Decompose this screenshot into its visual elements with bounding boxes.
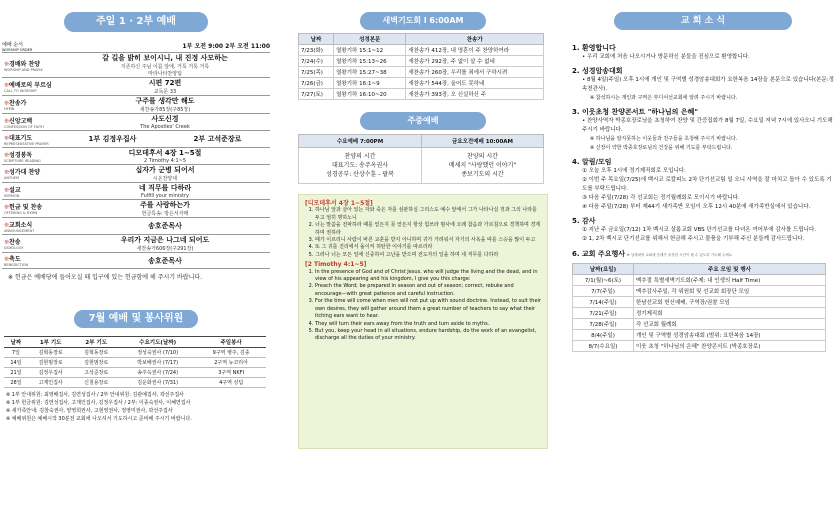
order-main: 디모데후서 4장 1~5절	[128, 149, 202, 157]
order-main: 네 직무를 다하라	[138, 184, 192, 192]
order-value	[60, 183, 270, 199]
fri-line: 메세지 "사랑했던 이야기"	[448, 162, 517, 169]
table-cell: 열왕기하 16:1~9	[334, 78, 406, 89]
table-cell: 이웃 초청 "하나님의 은혜" 찬양콘서트 (박종호장로)	[633, 341, 825, 352]
news-column	[572, 0, 834, 352]
order-row	[2, 147, 270, 164]
table-cell: 각 선교회 월례회	[633, 319, 825, 330]
star-icon: ❊	[4, 60, 10, 68]
table-cell: 한남선교회 헌신예배, 구역장/권찰 모임	[633, 297, 825, 308]
star-icon: ❊	[4, 134, 10, 142]
order-label	[2, 167, 60, 180]
order-row	[2, 95, 270, 113]
events-note: ※ 상세내역 교회에 순례가 울정한 시간이 될 수 있도록 기도해 주세요	[626, 253, 733, 257]
news-line: • 8월 4일(주일) 오후 1시에 개인 및 구역별 성경암송대회가 요한복음 14장을 본문으로 있습니다(본문:정속천관사).	[582, 77, 834, 92]
service-note: ※ 1부 안내위원: 최영배집사, 김연성집사 / 2부 안내위원: 김관예집사, 곽선주집사	[6, 392, 184, 398]
order-row	[2, 52, 270, 77]
order-main2: 2부 고석준장로	[193, 135, 242, 143]
table-cell: 새찬송가 292장, 주 없이 살 수 없네	[406, 56, 544, 67]
service-header: 2부 기도	[73, 337, 119, 348]
verse: 1. 하나님 앞과 살아 있는 자와 죽은 자를 심판하실 그리스도 예수 앞에서 그가 나타나실 것과 그의 나라를 두고 엄히 명하노니	[315, 207, 541, 222]
order-item-en: WORSHIP AND PRAISE	[4, 67, 43, 72]
order-main: 1부 김정우집사	[88, 135, 137, 143]
order-item-en: SERMON	[4, 193, 20, 198]
order-value	[60, 235, 270, 252]
order-row	[2, 199, 270, 217]
order-label	[2, 116, 60, 129]
news-title: 교 회 소 식	[614, 12, 792, 30]
verse: 4. 또 그 귀를 진리에서 돌이켜 허탄한 이야기를 따르리라	[315, 244, 541, 251]
scripture-heading: [디모데후서 4장 1~5절]	[305, 200, 373, 207]
dawn-title: 새벽기도회 l 6:00AM	[360, 12, 486, 30]
order-main: 구주를 생각만 해도	[135, 97, 195, 105]
table-row	[573, 275, 826, 286]
star-icon: ❊	[4, 82, 10, 89]
news-list	[572, 44, 834, 244]
table-cell: 열왕기하 15:27~38	[334, 67, 406, 78]
order-item-en: REPRESENTATIVE PRAYER	[4, 141, 49, 146]
table-row	[4, 368, 266, 378]
table-cell: 개인 및 구역별 성경암송대회 (범위: 요한복음 14장)	[633, 330, 825, 341]
news-line: ② 이번 주 목요일(7/25)에 벡시코 로칼피노 2차 단기선교팀 일 오니 사역을 잘 마치고 돌아 수 있도록 기도를 부탁드립니다.	[582, 177, 832, 192]
order-main: 사도신경	[151, 115, 179, 123]
fri-header: 금요오전예배 10:00AM	[421, 135, 543, 148]
order-main: 십자가 군병 되어서	[135, 166, 195, 174]
order-item-en: HYMN	[4, 107, 15, 111]
order-row	[2, 234, 270, 252]
star-icon: ❊	[4, 256, 10, 263]
service-times: 1부 오전 9:00 2부 오전 11:00	[182, 43, 270, 50]
order-item-ko	[4, 185, 60, 194]
table-row	[299, 89, 544, 100]
table-cell: 8/4(주일)	[573, 330, 634, 341]
order-sub: 시온찬양대	[152, 176, 178, 182]
order-row	[2, 217, 270, 234]
fri-line: 종보기도의 시간	[461, 171, 504, 178]
service-note: ※ 새가족안내: 김창숙권사, 양영희권사, 고현영권사, 정영미권사, 곽선주집사	[6, 408, 173, 414]
table-cell: 3구역 NKFI	[196, 368, 266, 378]
table-row	[573, 286, 826, 297]
events-table	[572, 263, 826, 352]
order-sub: 새찬송가85장(구85장)	[139, 107, 191, 113]
table-cell: 김운화권사 (7/31)	[119, 378, 196, 388]
table-cell: 김혁동장로	[28, 348, 74, 358]
table-cell: 새찬송가 412장, 내 영혼이 주 찬양하여라	[406, 45, 544, 56]
table-cell: 정성숙권사 (7/10)	[119, 348, 196, 358]
verse: 5. But you, keep your head in all situations, endure hardship, do the work of an evangelist, discharge all the duties of your ministry.	[315, 328, 541, 343]
news-line: • 찬양사역자 박종호장로님을 초청하여 찬양 및 간증집회가 8월 7일, 수요일 저녁 7시에 있사오니 기도해 주시기 바랍니다.	[582, 118, 833, 133]
order-value	[60, 148, 270, 164]
order-main: 우리가 지금은 나그네 되어도	[120, 236, 210, 244]
table-cell: 7/1(월)~6(토)	[573, 275, 634, 286]
order-row	[2, 182, 270, 199]
order-item-ko	[4, 237, 60, 246]
verse: 3. 때가 이르리니 사람이 바른 교훈을 받지 아니하며 귀가 가려워서 자기의 사욕을 따를 스승을 많이 두고	[315, 237, 541, 244]
order-value	[60, 53, 270, 77]
news-heading: 1. 환영합니다	[572, 44, 616, 52]
order-item-name: 예배로의 부르심	[9, 82, 52, 89]
order-item-name: 성경봉독	[9, 151, 33, 159]
order-row	[2, 252, 270, 269]
table-cell: 새찬송가 393장, 오 신실하신 주	[406, 89, 544, 100]
table-row	[299, 45, 544, 56]
order-sub: The Apostles' Creek	[140, 124, 190, 130]
order-value	[60, 114, 270, 130]
order-item-ko	[4, 59, 60, 68]
table-cell: 김현범장로	[28, 358, 74, 368]
table-row	[4, 348, 266, 358]
order-item-en: OFFERING & HYMN	[4, 211, 38, 215]
order-label	[2, 237, 60, 250]
news-line: • 우리 교회에 처음 나오시거나 방문하신 분들을 진심으로 환영합니다.	[582, 54, 750, 60]
order-value	[60, 78, 270, 95]
order-item-ko	[4, 150, 60, 159]
table-row	[573, 297, 826, 308]
order-value	[60, 96, 270, 113]
table-cell: 새찬송가 544장, 울어도 못하네	[406, 78, 544, 89]
verse: 2. 너는 말씀을 전파하라 때를 얻든지 못 얻든지 항상 힘쓰라 범사에 오래 참음과 가르침으로 경책하며 경계하며 권하라	[315, 222, 541, 237]
table-cell: 7/23(화)	[299, 45, 334, 56]
order-item-name: 경배와 찬양	[9, 60, 41, 68]
table-cell: 28일	[4, 378, 28, 388]
order-item-en: CALL TO WORSHIP	[4, 89, 37, 93]
order-main: 갈 길을 밝히 보이시니, 내 진정 사모하는	[102, 54, 228, 62]
order-main: 주를 사랑하는가	[140, 201, 190, 209]
table-row	[573, 341, 826, 352]
order-item-ko	[4, 167, 60, 176]
order-item-ko	[4, 254, 60, 263]
order-value	[60, 256, 270, 266]
verse: 4. They will turn their ears away from the truth and turn aside to myths.	[315, 321, 541, 328]
order-main: 송호준목사	[148, 222, 182, 230]
order-item-ko	[4, 133, 60, 142]
news-heading: 2. 성경암송대회	[572, 67, 623, 75]
scripture-box	[298, 194, 548, 449]
dawn-header: 날짜	[299, 34, 334, 45]
order-label	[2, 133, 60, 146]
news-line: ※ 하나님을 알지못하는 이웃들과 친구들을 초청해 주시기 바랍니다.	[590, 136, 738, 142]
order-value	[60, 165, 270, 182]
star-icon: ❊	[4, 151, 10, 159]
scripture-en-list	[305, 269, 541, 343]
events-title: 6. 교회 주요행사	[572, 250, 625, 258]
order-item-en: ANTHEM	[4, 176, 20, 180]
news-line: ④ 다음 주일(7/28) 부터 제44기 새가족반 모임이 오후 12시 40분에 새가족반실에서 있습니다.	[582, 204, 811, 210]
news-line: ② 1, 2차 벡시코 단기선교를 위해서 헌금해 주시고 물품을 기부해 주신 분들께 감사드립니다.	[582, 236, 805, 242]
news-line: ① 오늘 오후 1시에 정기제직회로 모입니다.	[582, 168, 686, 174]
order-item-name: 신앙고백	[9, 117, 33, 125]
star-icon: ❊	[4, 186, 10, 194]
table-cell: 열왕기하 15:13~26	[334, 56, 406, 67]
wed-cell	[299, 148, 422, 184]
table-cell: 7/7(주일)	[573, 286, 634, 297]
order-item-name: 교회소식	[9, 221, 33, 229]
news-line: ③ 다음 주일(7/28) 각 선교회는 정기월례회로 모이시기 바랍니다.	[582, 195, 740, 201]
wed-line: 성경공부: 산상수훈 - 팔복	[326, 171, 394, 178]
table-row	[573, 319, 826, 330]
table-cell: 9구역 병주, 김종	[196, 348, 266, 358]
table-cell: 4구역 싱텀	[196, 378, 266, 388]
order-row	[2, 77, 270, 95]
order-label	[2, 80, 60, 93]
order-item-ko	[4, 220, 60, 229]
fri-cell	[421, 148, 543, 184]
table-cell: 신철용장로	[73, 378, 119, 388]
order-main: 시편 72편	[148, 79, 182, 87]
scripture-ko-list	[305, 207, 541, 259]
table-cell: 21일	[4, 368, 28, 378]
dawn-header: 찬송가	[406, 34, 544, 45]
order-item-en: ANNOUNCEMENT	[4, 228, 35, 233]
star-icon: ❊	[4, 169, 10, 176]
order-item-en: CONFESSION OF FAITH	[4, 124, 44, 129]
order-list	[2, 52, 270, 269]
worship-column	[2, 0, 270, 423]
table-row	[4, 378, 266, 388]
order-label: 예배 순서	[2, 42, 23, 48]
order-item-ko	[4, 98, 60, 107]
order-item-name: 찬송	[9, 239, 21, 246]
star-icon: ❊	[4, 221, 10, 229]
table-cell: 14일	[4, 358, 28, 368]
weekday-table	[298, 134, 544, 184]
service-table	[4, 336, 266, 388]
star-icon: ❊	[4, 100, 10, 107]
table-cell: 고재인집사	[28, 378, 74, 388]
verse: 1. In the presence of God and of Christ Jesus, who will judge the living and the dead, and in view of his appearing and his kingdom, I give you this charge:	[315, 269, 541, 284]
service-header: 수요기도(날짜)	[119, 337, 196, 348]
service-header: 날짜	[4, 337, 28, 348]
order-sub2: 마라나타찬양팀	[148, 71, 182, 77]
table-cell: 8/7(수요일)	[573, 341, 634, 352]
prayer-column	[298, 0, 548, 449]
table-cell: 열왕기하 15:1~12	[334, 45, 406, 56]
table-cell: 맥추절 특별새벽기도회(주제: 내 인생의 Half Time)	[633, 275, 825, 286]
table-cell: 2구역 뉴코리아	[196, 358, 266, 368]
worship-title: 주일 1 · 2부 예배	[64, 12, 208, 32]
order-item-ko	[4, 116, 60, 125]
scripture-en-heading: [2 Timothy 4:1~5]	[305, 261, 367, 269]
order-label	[2, 59, 60, 72]
service-header: 1부 기도	[28, 337, 74, 348]
star-icon: ❊	[4, 204, 10, 211]
table-cell: 송주옥권사 (7/24)	[119, 368, 196, 378]
table-cell: 열왕기하 16:10~20	[334, 89, 406, 100]
order-label	[2, 98, 60, 111]
order-value	[60, 221, 270, 231]
order-value	[60, 134, 270, 144]
order-item-name: 헌금 및 찬송	[9, 204, 43, 211]
table-cell: 7/26(금)	[299, 78, 334, 89]
table-row	[573, 308, 826, 319]
order-item-ko	[4, 80, 60, 89]
order-item-name: 성가대 찬양	[9, 169, 41, 176]
order-sub: 새찬송가606장(구291장)	[136, 246, 194, 252]
table-cell: 7/24(수)	[299, 56, 334, 67]
news-heading: 3. 이웃초청 찬양콘서트 "하나님의 은혜"	[572, 108, 699, 116]
events-header: 날짜(요일)	[573, 264, 634, 275]
order-item-name: 축도	[9, 256, 21, 263]
service-note: ※ 예배위원은 예배시작 30분전 교회에 나오셔서 기도하시고 준비해 주시기 바랍니다.	[6, 416, 192, 422]
order-label	[2, 254, 60, 267]
order-label	[2, 202, 60, 215]
order-label	[2, 185, 60, 198]
table-cell: 7/28(주일)	[573, 319, 634, 330]
table-cell: 김현범장로	[73, 358, 119, 368]
weekday-title: 주중예배	[360, 112, 486, 130]
verse: 5. 그러나 너는 모든 일에 신중하여 고난을 받으며 전도자의 일을 하며 네 직무를 다하라	[315, 252, 541, 259]
table-row	[299, 67, 544, 78]
table-cell: 7일	[4, 348, 28, 358]
table-row	[4, 358, 266, 368]
table-row	[573, 330, 826, 341]
table-cell: 7/27(토)	[299, 89, 334, 100]
order-row	[2, 164, 270, 182]
table-cell: 고석준장로	[73, 368, 119, 378]
service-header: 주일봉사	[196, 337, 266, 348]
order-main: 송호준목사	[148, 256, 182, 265]
order-sub: 2 Timothy 4:1~5	[143, 158, 187, 164]
order-sub: 지존하신 주님 이름 앞에, 거룩 거룩 거룩	[120, 64, 210, 70]
wed-header: 수요예배 7:00PM	[299, 135, 422, 148]
order-label	[2, 150, 60, 163]
table-cell: 박보배권사 (7/17)	[119, 358, 196, 368]
order-row	[2, 130, 270, 147]
order-row	[2, 113, 270, 130]
fri-line: 찬양의 시간	[467, 153, 498, 160]
order-item-en: BENEDICTION	[4, 263, 29, 267]
order-sub: 교독문 33	[153, 89, 177, 95]
dawn-table	[298, 33, 544, 100]
news-line: ① 지난 주 금요일(7/12) 1차 벡시코 살롬교회 VBS 단기선교를 다녀온 여어부에 감사를 드립니다.	[582, 227, 817, 233]
order-value	[60, 200, 270, 217]
events-header: 주요 모임 및 행사	[633, 264, 825, 275]
table-cell: 7/21(주일)	[573, 308, 634, 319]
order-sub: 헌금특송: 방은서자매	[141, 211, 189, 217]
table-row	[299, 56, 544, 67]
order-label-en: WORSHIP ORDER	[2, 48, 33, 52]
verse: 3. For the time will come when men will not put up with sound doctrine. Instead, to suit their own desires, they will gather around them a great number of teachers to say what their itching ears want to hear.	[315, 298, 541, 320]
table-cell: 정기제직회	[633, 308, 825, 319]
table-cell: 김혁동장로	[73, 348, 119, 358]
order-item-name: 찬송가	[9, 100, 27, 107]
service-notes	[2, 391, 270, 423]
news-heading: 5. 감사	[572, 217, 596, 225]
service-note: ※ 1부 헌금위원: 김연성집사, 고재인집사, 김정우집사 / 2부: 이종숙권사, 이혜연집사	[6, 400, 191, 406]
news-heading: 4. 알림/모임	[572, 158, 612, 166]
service-title: 7월 예배 및 봉사위원	[74, 310, 198, 328]
offering-note: ※ 헌금은 예배당에 들어오실 때 입구에 있는 헌금함에 해 주시기 바랍니다.	[8, 274, 203, 281]
order-sub: Fulfill your ministry	[141, 193, 189, 199]
wed-line: 대표기도: 송주옥권사	[331, 162, 389, 169]
table-cell: 7/25(목)	[299, 67, 334, 78]
table-cell: 맥추감사주일, 각 위원회 및 선교회 회장단 모임	[633, 286, 825, 297]
order-item-en: DOXOLOGY	[4, 246, 24, 250]
wed-line: 찬양의 시간	[344, 153, 376, 160]
table-row	[299, 78, 544, 89]
order-item-en: SCRIPTURE READING	[4, 158, 41, 163]
news-line: ※ 참석하시는 개인과 구역은 부디어선교회에 알려 주시기 바랍니다.	[590, 95, 738, 101]
dawn-header: 성경본문	[334, 34, 406, 45]
order-header	[2, 41, 270, 52]
order-item-ko	[4, 202, 60, 211]
table-cell: 7/14(주일)	[573, 297, 634, 308]
star-icon: ❊	[4, 117, 10, 125]
table-cell: 김정우집사	[28, 368, 74, 378]
table-cell: 새찬송가 260장, 우리를 죄에서 구하시려	[406, 67, 544, 78]
star-icon: ❊	[4, 239, 10, 246]
order-item-name: 대표기도	[9, 134, 33, 142]
order-label	[2, 220, 60, 233]
news-line: ※ 신장이 약한 박종호장로님의 건강을 위해 기도를 부탁드립니다.	[590, 145, 733, 151]
verse: 2. Preach the Word; be prepared in season and out of season; correct, rebuke and encourage—with great patience and careful instruction.	[315, 283, 541, 298]
order-item-name: 설교	[9, 186, 21, 194]
